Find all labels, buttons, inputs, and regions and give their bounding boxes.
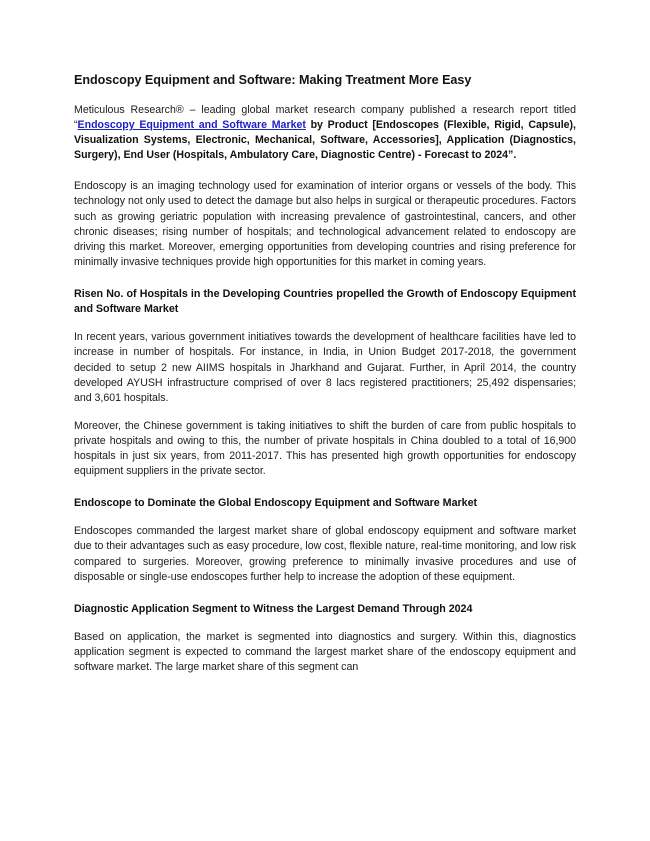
section-heading-endoscope: Endoscope to Dominate the Global Endoscopy Equipment and Software Market <box>74 497 478 510</box>
section-heading-hospitals: Risen No. of Hospitals in the Developing Countries propelled the Growth of Endoscopy Equipment and Software Market <box>74 287 576 316</box>
diagnostic-paragraph: Based on application, the market is segmented into diagnostics and surgery. Within this, diagnostics application segment is expected to command the largest market share of the endoscopy equipment and software market. The large market share of this segment can <box>74 630 576 674</box>
hospitals-paragraph-china: Moreover, the Chinese government is taking initiatives to shift the burden of care from public hospitals to private hospitals and owing to this, the number of private hospitals in China doubled to a total of 16,900 hospitals in just six years, from 2011-2017. This has presented high growth opportunities for endoscopy equipment suppliers in the private sector. <box>74 419 576 478</box>
section-heading-diagnostic: Diagnostic Application Segment to Witness the Largest Demand Through 2024 <box>74 602 473 615</box>
document-content <box>74 72 576 688</box>
lead-text-before-link: Meticulous Research® – leading global market research company published a research report titled “ <box>74 104 576 132</box>
endoscope-paragraph: Endoscopes commanded the largest market share of global endoscopy equipment and software market due to their advantages such as easy procedure, low cost, flexible nature, real-time monitoring, and low risk compared to surgeries. Moreover, growing preference to minimally invasive procedures and use of disposable or single-use endoscopes further help to increase the adoption of these equipment. <box>74 525 576 583</box>
report-market-link[interactable]: Endoscopy Equipment and Software Market <box>77 119 306 132</box>
intro-paragraph: Endoscopy is an imaging technology used for examination of interior organs or vessels of the body. This technology not only used to detect the damage but also helps in surgical or therapeutic procedures. Factors such as growing geriatric population with increasing prevalence of gastrointestinal, cancers, and other chronic diseases; rising number of hospitals; and technological advancement related to endoscopy are driving this market. Moreover, emerging opportunities from developing countries and rising preference for minimally invasive techniques provide high opportunities for this market in coming years. <box>74 180 576 268</box>
page-title: Endoscopy Equipment and Software: Making Treatment More Easy <box>74 73 472 87</box>
lead-paragraph <box>74 103 576 163</box>
lead-text-after-link: by Product [Endoscopes (Flexible, Rigid, Capsule), Visualization Systems, Electronic, Mechanical, Software, Accessories], Application (Diagnostics, Surgery), End User (Hospitals, Ambulatory Care, Diagnostic Centre) - Forecast to 2024”. <box>74 119 577 162</box>
hospitals-paragraph-india: In recent years, various government initiatives towards the development of healthcare facilities have led to increase in number of hospitals. For instance, in India, in Union Budget 2017-2018, the government decided to setup 2 new AIIMS hospitals in Jharkhand and Gujarat. Further, in April 2014, the country developed AYUSH infrastructure comprised of over 8 lacs registered practitioners; 25,492 dispensaries; and 3,601 hospitals. <box>74 331 576 404</box>
